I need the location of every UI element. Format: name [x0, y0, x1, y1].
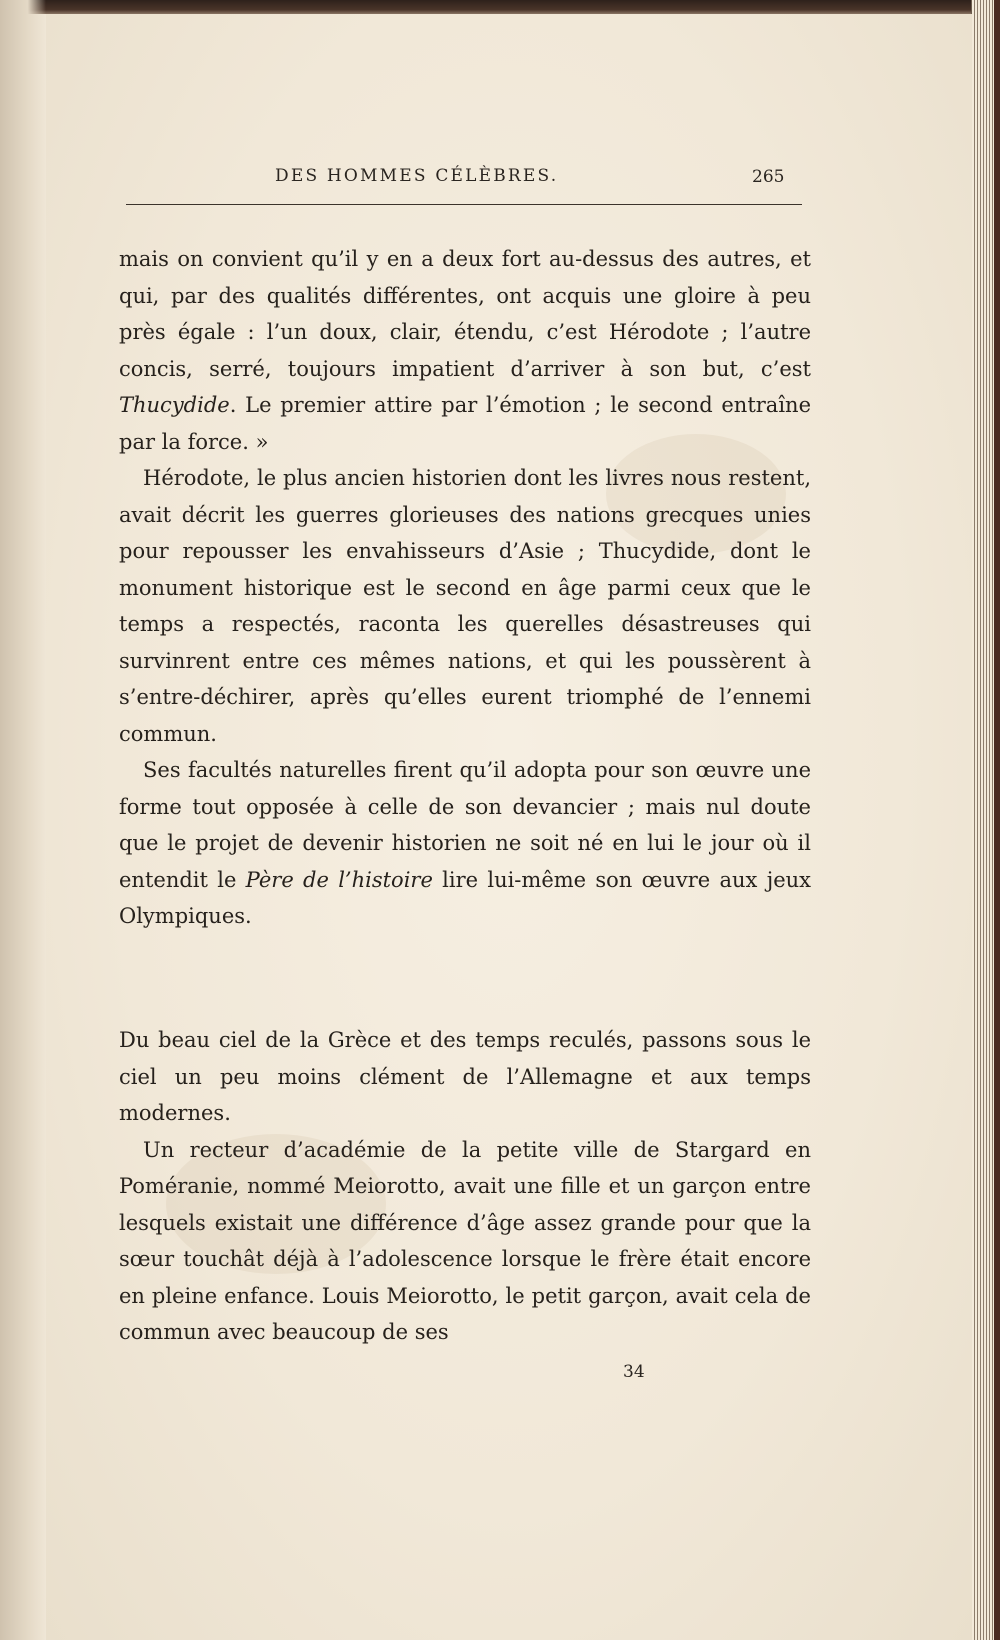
- paragraph-meiorotto: Un recteur d’académie de la petite ville de Stargard en Poméranie, nommé Meiorotto, avait une fille et un garçon entre lesquels existait une différence d’âge assez grande pour que la sœur touchât déjà à l’adolescence lorsque le frère était encore en pleine enfance. Louis Meiorotto, le petit garçon, avait cela de commun avec beaucoup de ses: [119, 1137, 811, 1344]
- gutter-shadow: [0, 0, 46, 1640]
- binding-top-edge: [0, 0, 1000, 14]
- paragraph-facultes: Ses facultés naturelles firent qu’il adopta pour son œuvre une forme tout opposée à celle de son devancier ; mais nul doute que le projet de devenir historien ne soit né en lui le jour où il entendit le Père de l’histoire lire lui-même son œuvre aux jeux Olympiques.: [119, 758, 811, 928]
- text-block-lower: [119, 1022, 811, 1351]
- paragraph-continuation: mais on convient qu’il y en a deux fort au-dessus des autres, et qui, par des qualités différentes, ont acquis une gloire à peu près égale : l’un doux, clair, étendu, c’est Hérodote ; l’autre concis, serré, toujours impatient d’arriver à son but, c’est Thucydide. Le premier attire par l’émotion ; le second entraîne par la force. »: [119, 247, 811, 454]
- paragraph-herodote: Hérodote, le plus ancien historien dont les livres nous restent, avait décrit les guerres glorieuses des nations grecques unies pour repousser les envahisseurs d’Asie ; Thucydide, dont le monument historique est le second en âge parmi ceux que le temps a respectés, raconta les querelles désastreuses qui survinrent entre ces mêmes nations, et qui les poussèrent à s’entre-déchirer, après qu’elles eurent triomphé de l’ennemi commun.: [119, 466, 811, 746]
- text-block-upper: [119, 241, 811, 935]
- header-rule: [126, 204, 802, 205]
- signature-mark: 34: [623, 1362, 645, 1382]
- running-head: DES HOMMES CÉLÈBRES.: [275, 166, 559, 186]
- book-page: [46, 14, 972, 1640]
- cover-edge: [994, 0, 1000, 1640]
- paragraph-transition: Du beau ciel de la Grèce et des temps reculés, passons sous le ciel un peu moins clément de l’Allemagne et aux temps modernes.: [119, 1028, 811, 1125]
- page-number: 265: [752, 167, 785, 187]
